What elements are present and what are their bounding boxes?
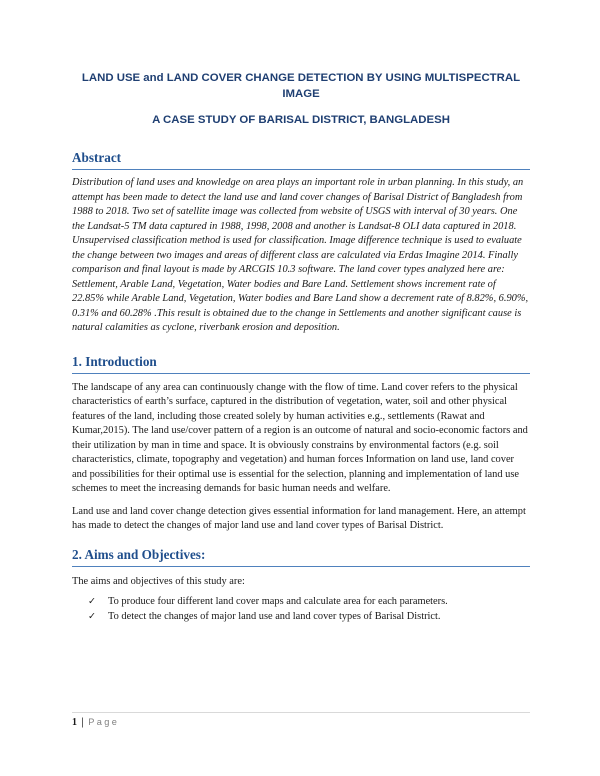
introduction-paragraph-1: The landscape of any area can continuously change with the flow of time. Land cover refers to the physical characteristics of earth’s surface, captured in the distribution of vegetation, water, soil and other physical features of the land, including those created solely by human activities e.g., settlements (Rawat and Kumar,2015). The land use/cover pattern of a region is an outcome of natural and socio-economic factors and their utilization by man in time and space. It is obviously constrains by environmental factors (e.g. soil characteristics, climate, topography and vegetation) and human forces Information on land use, land cover and possibilities for their optimal use is essential for the selection, planning and implementation of land use schemes to meet the increasing demands for basic human needs and welfare.: [72, 381, 528, 494]
paper-page: [72, 70, 530, 624]
checkmark-icon: ✓: [88, 596, 96, 607]
page-footer: [72, 712, 530, 728]
footer-separator: |: [81, 717, 84, 728]
abstract-heading: Abstract: [72, 149, 530, 170]
list-item: [72, 610, 530, 625]
introduction-heading: 1. Introduction: [72, 353, 530, 374]
list-item: [72, 595, 530, 610]
paper-subtitle: A CASE STUDY OF BARISAL DISTRICT, BANGLADESH: [152, 114, 450, 126]
introduction-paragraph-2: Land use and land cover change detection gives essential information for land management. Here, an attempt has made to detect the changes of major land use and land cover types of Barisal District.: [72, 505, 526, 531]
abstract-text: Distribution of land uses and knowledge on area plays an important role in urban planning. In this study, an attempt has been made to detect the land use and land cover changes of Barisal District of Bangladesh from 1988 to 2018. Two set of satellite image was collected from website of USGS with interval of 30 years. One the Landsat-5 TM data captured in 1988, 1998, 2008 and another is Landsat-8 OLI data captured in 2018. Unsupervised classification method is used for classification. Image difference technique is used to evaluate the change between two images and areas of different class are calculated via Erdas Imagine 2014. Finally comparison and final layout is made by ARCGIS 10.3 software. The land cover types analyzed here are: Settlement, Arable Land, Vegetation, Water bodies and Bare Land. Settlement shows increment rate of 22.85% while Arable Land, Vegetation, Water bodies and Bare Land show a decrement rate of 8.82%, 6.90%, 0.31% and 60.28% .This result is obtained due to the change in Settlements and another significant cause is natural calamities as cyclone, riverbank erosion and deposition.: [72, 177, 529, 333]
aims-item-text: To detect the changes of major land use and land cover types of Barisal District.: [108, 610, 441, 622]
paper-title: LAND USE and LAND COVER CHANGE DETECTION BY USING MULTISPECTRAL IMAGE: [81, 72, 521, 100]
aims-intro-text: The aims and objectives of this study are:: [72, 575, 245, 587]
aims-item-text: To produce four different land cover maps and calculate area for each parameters.: [108, 596, 448, 607]
aims-heading: 2. Aims and Objectives:: [72, 546, 530, 567]
page-label: Page: [88, 717, 120, 727]
page-number: 1: [72, 717, 77, 728]
aims-list: [72, 595, 530, 624]
checkmark-icon: ✓: [88, 610, 96, 622]
